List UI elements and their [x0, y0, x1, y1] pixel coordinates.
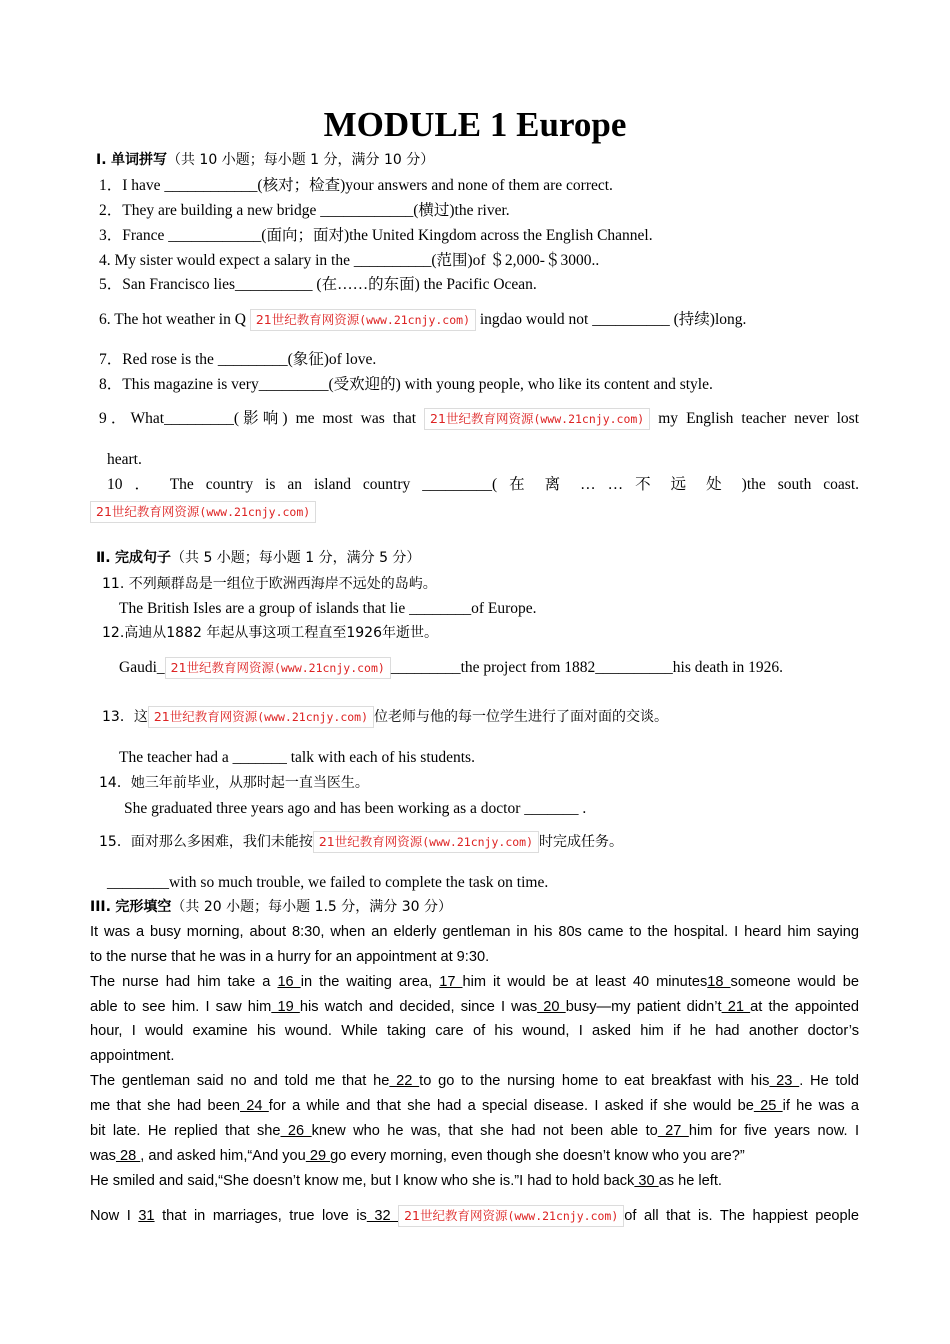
question-9-end: my English teacher never lost [658, 410, 860, 427]
watermark-logo [424, 408, 650, 430]
blank-26: 26 [280, 1123, 312, 1139]
section-1-heading [96, 148, 434, 172]
section-3-note: （共 20 小题；每小题 1.5 分，满分 30 分） [171, 899, 453, 915]
question-6 [99, 307, 746, 333]
watermark-text: 21世纪教育网资源 [170, 660, 275, 676]
question-6-start: 6. The hot weather in Q [99, 311, 246, 328]
passage-line [90, 1144, 745, 1168]
passage-line [90, 1069, 859, 1093]
question-5: 5．San Francisco lies__________ (在……的东面) the Pacific Ocean. [99, 276, 537, 293]
passage-line [90, 1119, 859, 1143]
watermark-logo [148, 706, 374, 728]
blank-18: 18 [707, 974, 731, 990]
passage-text: me that she had been [90, 1098, 241, 1114]
passage-line [90, 1169, 722, 1193]
watermark-logo [165, 657, 391, 679]
passage-text: his watch and decided, since I was [299, 999, 538, 1015]
passage-text: able to see him. I saw him [90, 999, 272, 1015]
passage-text: for a while and that she had a special disease. I asked if she would be [268, 1098, 754, 1114]
watermark-url: (www.21cnjy.com) [507, 1209, 619, 1224]
watermark-row [90, 499, 316, 525]
question-13-end: 位老师与他的每一位学生进行了面对面的交谈。 [374, 709, 669, 725]
section-2-number: Ⅱ. [96, 550, 111, 566]
blank-16: 16 [277, 974, 301, 990]
blank-22: 22 [389, 1073, 420, 1089]
blank-20: 20 [537, 999, 566, 1015]
passage-text: someone would be [730, 974, 860, 990]
question-10: 10 ． The country is an island country _________( 在 离 … … 不 远 处 )the south coast. [107, 476, 859, 493]
blank-28: 28 [115, 1148, 141, 1164]
section-2-heading [96, 546, 420, 570]
blank-32: 32 [366, 1208, 399, 1224]
passage-line: appointment. [90, 1048, 175, 1064]
section-1-number: Ⅰ. [96, 152, 107, 168]
watermark-url: (www.21cnjy.com) [533, 412, 645, 427]
watermark-text: 21世纪教育网资源 [318, 834, 423, 849]
passage-text: if he was a [782, 1098, 860, 1114]
question-6-end: ingdao would not __________ (持续)long. [479, 311, 747, 328]
watermark-url: (www.21cnjy.com) [199, 505, 311, 520]
question-15-end: 时完成任务。 [539, 834, 624, 850]
blank-27: 27 [657, 1123, 689, 1139]
section-2-name: 完成句子 [115, 550, 171, 566]
passage-text: at the appointed [750, 999, 859, 1015]
watermark-url: (www.21cnjy.com) [257, 710, 369, 724]
question-14-english: She graduated three years ago and has been working as a doctor _______ . [124, 800, 587, 817]
passage-line: to the nurse that he was in a hurry for an appointment at 9:30. [90, 949, 490, 965]
watermark-text: 21世纪教育网资源 [404, 1208, 508, 1224]
question-12-english [119, 655, 783, 681]
passage-text: go every morning, even though she doesn’t know who you are?” [330, 1148, 745, 1164]
passage-text: , and asked him,“And you [140, 1148, 306, 1164]
question-15-start: 15．面对那么多困难，我们未能按 [99, 834, 313, 850]
question-15-english: ________with so much trouble, we failed to complete the task on time. [107, 874, 549, 891]
passage-text: busy—my patient didn’t [565, 999, 722, 1015]
passage-text: him for five years now. I [688, 1123, 860, 1139]
question-2: 2．They are building a new bridge ____________(横过)the river. [99, 202, 510, 219]
passage-text: was [90, 1148, 116, 1164]
watermark-logo [398, 1205, 624, 1227]
watermark-text: 21世纪教育网资源 [153, 709, 258, 724]
section-3-name: 完形填空 [115, 899, 172, 915]
question-4: 4. My sister would expect a salary in the __________(范围)of ＄2,000-＄3000.. [99, 252, 600, 269]
watermark-url: (www.21cnjy.com) [274, 661, 385, 676]
blank-19: 19 [271, 999, 300, 1015]
blank-23: 23 [769, 1073, 800, 1089]
passage-text: in the waiting area, [300, 974, 440, 990]
question-11-english: The British Isles are a group of islands that lie ________of Europe. [119, 600, 537, 617]
section-3-number: III. [90, 899, 111, 915]
passage-text: as he left. [658, 1173, 722, 1189]
section-3-heading [90, 895, 452, 919]
question-3: 3．France ____________(面向；面对)the United Kingdom across the English Channel. [99, 227, 653, 244]
question-12-chinese: 12.高迪从1882 年起从事这项工程直至1926年逝世。 [102, 625, 438, 641]
passage-text: that in marriages, true love is [154, 1208, 367, 1224]
passage-text: of all that is. The happiest people [624, 1208, 860, 1224]
passage-line: hour, I would examine his wound. While taking care of his wound, I asked him if he had another doctor’s [90, 1023, 859, 1039]
question-9-continued: heart. [107, 451, 142, 468]
watermark-logo [90, 501, 316, 523]
section-1-note: （共 10 小题；每小题 1 分，满分 10 分） [166, 152, 435, 168]
section-1-name: 单词拼写 [110, 152, 167, 168]
passage-line [90, 1202, 859, 1230]
question-7: 7．Red rose is the _________(象征)of love. [99, 351, 377, 368]
question-13-chinese [102, 704, 668, 730]
section-2-note: （共 5 小题；每小题 1 分，满分 5 分） [171, 550, 421, 566]
blank-24: 24 [240, 1098, 269, 1114]
blank-30: 30 [634, 1173, 659, 1189]
passage-line [90, 995, 859, 1019]
watermark-logo [250, 309, 476, 331]
question-13-start: 13．这 [102, 709, 148, 725]
question-9-start: 9．What_________(影响) me most was that [99, 410, 417, 427]
passage-line: It was a busy morning, about 8:30, when an elderly gentleman in his 80s came to the hospital. I heard him saying [90, 924, 859, 940]
passage-text: bit late. He replied that she [90, 1123, 281, 1139]
watermark-url: (www.21cnjy.com) [359, 313, 470, 328]
passage-text: He smiled and said,“She doesn’t know me, but I know who she is.”I had to hold back [90, 1173, 635, 1189]
watermark-logo [313, 831, 539, 853]
blank-21: 21 [721, 999, 751, 1015]
question-11-chinese: 11. 不列颠群岛是一组位于欧洲西海岸不远处的岛屿。 [102, 576, 437, 592]
passage-text: The nurse had him take a [90, 974, 278, 990]
question-13-english: The teacher had a _______ talk with each of his students. [119, 749, 475, 766]
passage-text: knew who he was, that she had not been able to [311, 1123, 658, 1139]
watermark-text: 21世纪教育网资源 [430, 411, 534, 427]
passage-text: . He told [799, 1073, 860, 1089]
question-1: 1．I have ____________(核对；检查)your answers and none of them are correct. [99, 177, 613, 194]
question-12-end: _________the project from 1882__________his death in 1926. [390, 659, 784, 676]
passage-text: The gentleman said no and told me that he [90, 1073, 390, 1089]
question-9 [99, 406, 859, 432]
passage-text: to go to the nursing home to eat breakfast with his [419, 1073, 770, 1089]
passage-line [90, 970, 859, 994]
page-title: MODULE 1 Europe [323, 105, 627, 144]
watermark-url: (www.21cnjy.com) [422, 835, 534, 849]
passage-text: Now I [90, 1208, 139, 1224]
blank-17: 17 [439, 974, 463, 990]
watermark-text: 21世纪教育网资源 [255, 312, 360, 328]
question-12-start: Gaudi_ [119, 659, 165, 676]
question-15-chinese [99, 829, 623, 855]
watermark-text: 21世纪教育网资源 [96, 504, 200, 520]
passage-line [90, 1094, 859, 1118]
question-8: 8．This magazine is very_________(受欢迎的) with young people, who like its content and style. [99, 376, 713, 393]
question-14-chinese: 14．她三年前毕业，从那时起一直当医生。 [99, 775, 369, 791]
passage-text: him it would be at least 40 minutes [462, 974, 708, 990]
blank-31: 31 [138, 1208, 155, 1224]
blank-25: 25 [753, 1098, 783, 1114]
blank-29: 29 [305, 1148, 331, 1164]
